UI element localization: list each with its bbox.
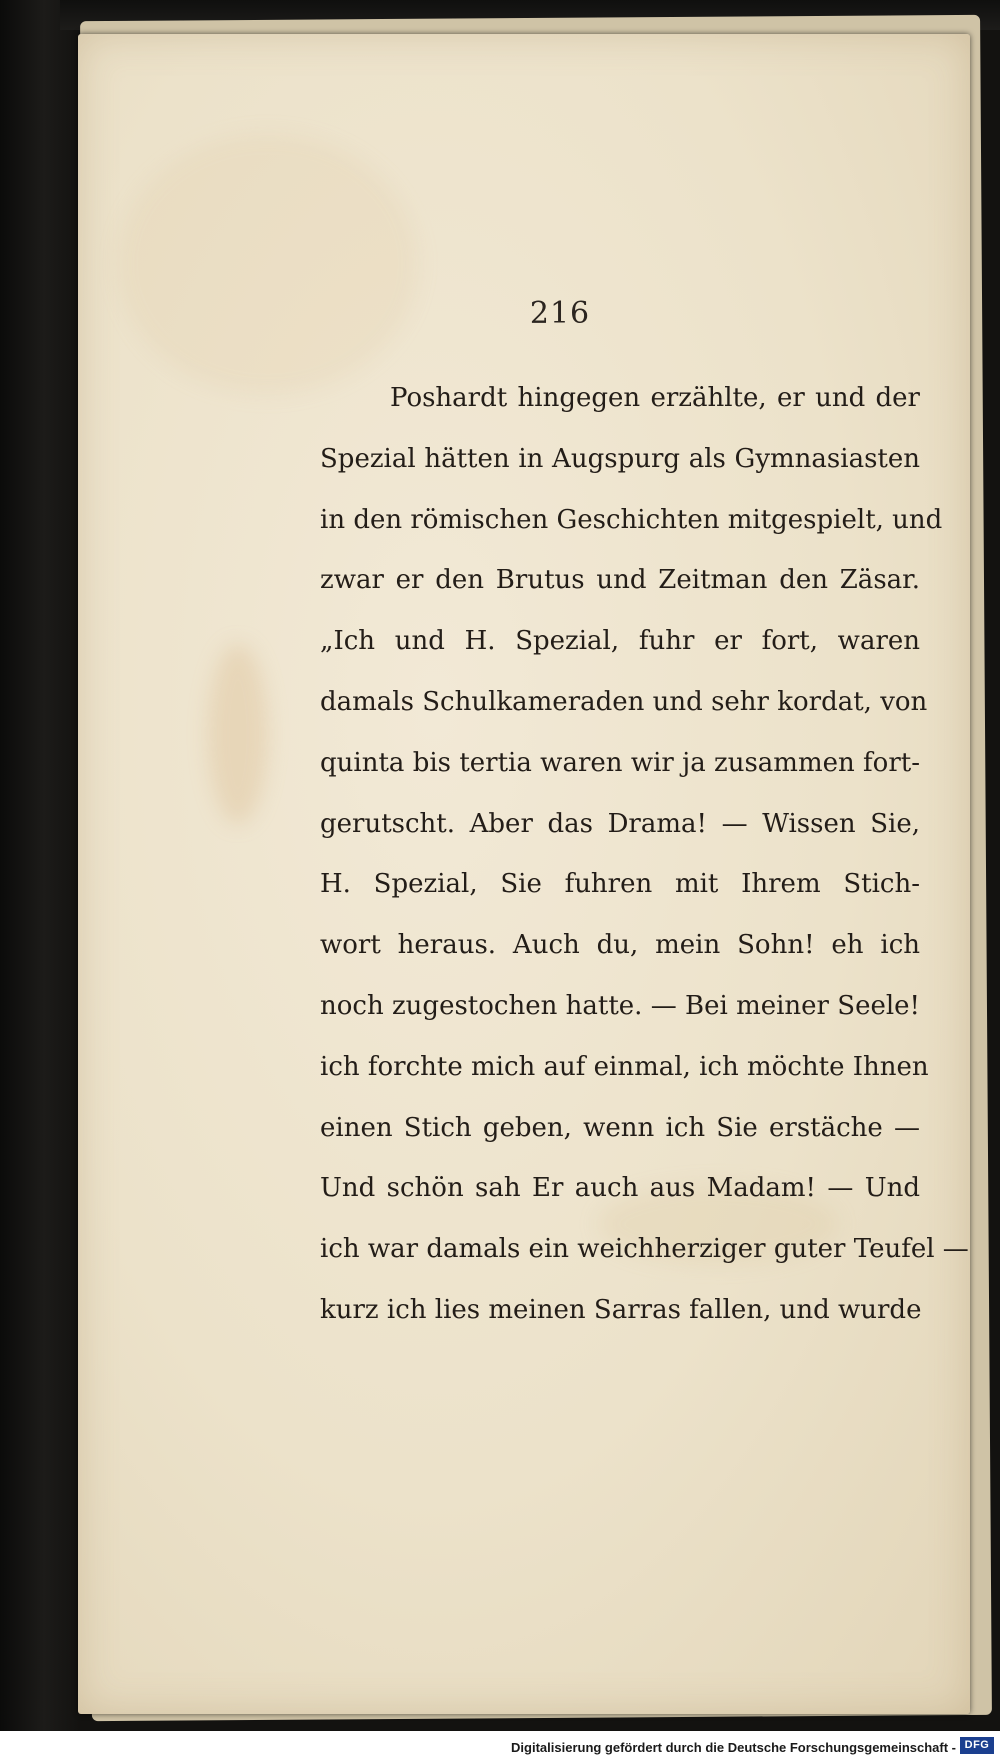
text-line: ich war damals ein weichherziger guter Teufel — — [320, 1234, 969, 1265]
body-text — [320, 368, 969, 1341]
digitization-credit: Digitalisierung gefördert durch die Deutsche Forschungsgemeinschaft - — [511, 1740, 956, 1755]
text-line: in den römischen Geschichten mitgespielt, und — [320, 504, 943, 535]
text-line: zwar er den Brutus und Zeitman den Zäsar. — [320, 565, 920, 596]
text-line: noch zugestochen hatte. — Bei meiner Seele! — [320, 990, 920, 1021]
text-line: einen Stich geben, wenn ich Sie erstäche — — [320, 1112, 920, 1143]
text-line: Spezial hätten in Augspurg als Gymnasiasten — [320, 443, 920, 474]
text-line: ich forchte mich auf einmal, ich möchte Ihnen — [320, 1051, 929, 1082]
page-number: 216 — [529, 296, 591, 331]
text-line: wort heraus. Auch du, mein Sohn! eh ich — [320, 930, 920, 961]
text-line: quinta bis tertia waren wir ja zusammen fort- — [320, 747, 920, 778]
text-line: „Ich und H. Spezial, fuhr er fort, waren — [320, 626, 920, 657]
text-line: kurz ich lies meinen Sarras fallen, und wurde — [320, 1294, 922, 1325]
text-line: damals Schulkameraden und sehr kordat, von — [320, 686, 928, 717]
dfg-logo: DFG — [960, 1737, 994, 1754]
text-line: gerutscht. Aber das Drama! — Wissen Sie, — [320, 808, 920, 839]
paper-stain — [118, 134, 418, 394]
book-binding-edge — [0, 0, 80, 1759]
text-line: H. Spezial, Sie fuhren mit Ihrem Stich- — [320, 869, 920, 900]
paper-stain — [208, 644, 268, 824]
text-line: Und schön sah Er auch aus Madam! — Und — [320, 1173, 920, 1204]
footer-bar — [0, 1731, 1000, 1759]
text-line: Poshardt hingegen erzählte, er und der — [390, 383, 920, 413]
